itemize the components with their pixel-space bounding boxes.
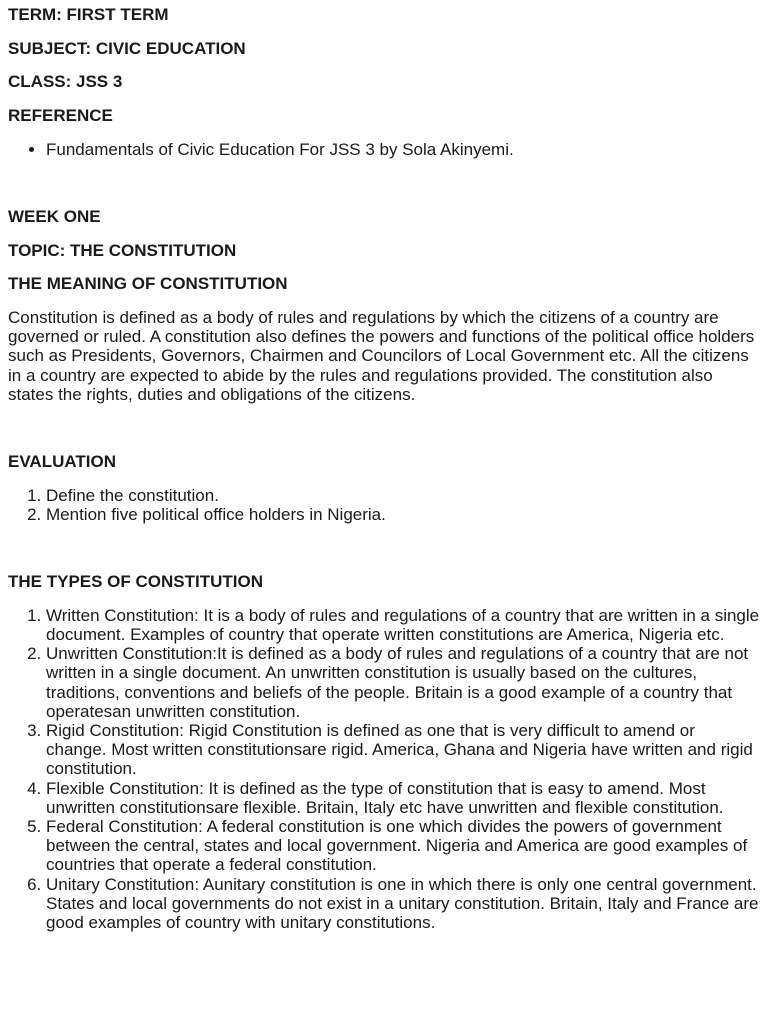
types-heading: THE TYPES OF CONSTITUTION xyxy=(8,572,264,592)
topic-label: TOPIC: THE CONSTITUTION xyxy=(8,240,237,260)
reference-item: • Fundamentals of Civic Education For JSS 3 by Sola Akinyemi. xyxy=(46,140,760,159)
spacer xyxy=(8,524,760,572)
week-label: WEEK ONE xyxy=(8,206,101,226)
types-item-written: 1. Written Constitution: It is a body of rules and regulations of a country that are written in a single document. Examples of country that operate written constitutions are America, Nigeria etc. xyxy=(46,606,760,644)
evaluation-item: 2. Mention five political office holders in Nigeria. xyxy=(46,505,760,524)
evaluation-item: 1. Define the constitution. xyxy=(46,486,760,505)
types-item-unitary: 6. Unitary Constitution: Aunitary constitution is one in which there is only one central government. States and local governments do not exist in a unitary constitution. Britain, Italy and France are good examples of country with unitary constitutions. xyxy=(46,875,760,933)
subject-label: SUBJECT: CIVIC EDUCATION xyxy=(8,38,246,58)
term-label: TERM: FIRST TERM xyxy=(8,5,169,24)
types-item-rigid: 3. Rigid Constitution: Rigid Constitution is defined as one that is very difficult to amend or change. Most written constitutionsare rigid. America, Ghana and Nigeria have written and rigid constitution. xyxy=(46,721,760,779)
reference-heading: REFERENCE xyxy=(8,106,113,126)
spacer xyxy=(8,159,760,207)
evaluation-heading: EVALUATION xyxy=(8,452,116,472)
evaluation-list xyxy=(8,486,760,524)
meaning-paragraph: Constitution is defined as a body of rules and regulations by which the citizens of a country are governed or ruled. A constitution also defines the powers and functions of the political office holders such as Presidents, Governors, Chairmen and Councilors of Local Government etc. All the citizens in a country are expected to abide by the rules and regulations provided. The constitution also states the rights, duties and obligations of the citizens. xyxy=(8,308,755,404)
types-item-unwritten: 2. Unwritten Constitution:It is defined as a body of rules and regulations of a country that are not written in a single document. An unwritten constitution is usually based on the cultures, traditions, conventions and beliefs of the people. Britain is a good example of a country that operatesan unwritten constitution. xyxy=(46,644,760,721)
types-list xyxy=(8,606,760,932)
class-label: CLASS: JSS 3 xyxy=(8,72,123,92)
types-item-flexible: 4. Flexible Constitution: It is defined as the type of constitution that is easy to amend. Most unwritten constitutionsare flexible. Britain, Italy etc have unwritten and flexible constitution. xyxy=(46,779,760,817)
types-item-federal: 5. Federal Constitution: A federal constitution is one which divides the powers of government between the central, states and local government. Nigeria and America are good examples of countries that operate a federal constitution. xyxy=(46,817,760,875)
spacer xyxy=(8,404,760,452)
meaning-heading: THE MEANING OF CONSTITUTION xyxy=(8,274,288,294)
reference-list xyxy=(8,140,760,159)
